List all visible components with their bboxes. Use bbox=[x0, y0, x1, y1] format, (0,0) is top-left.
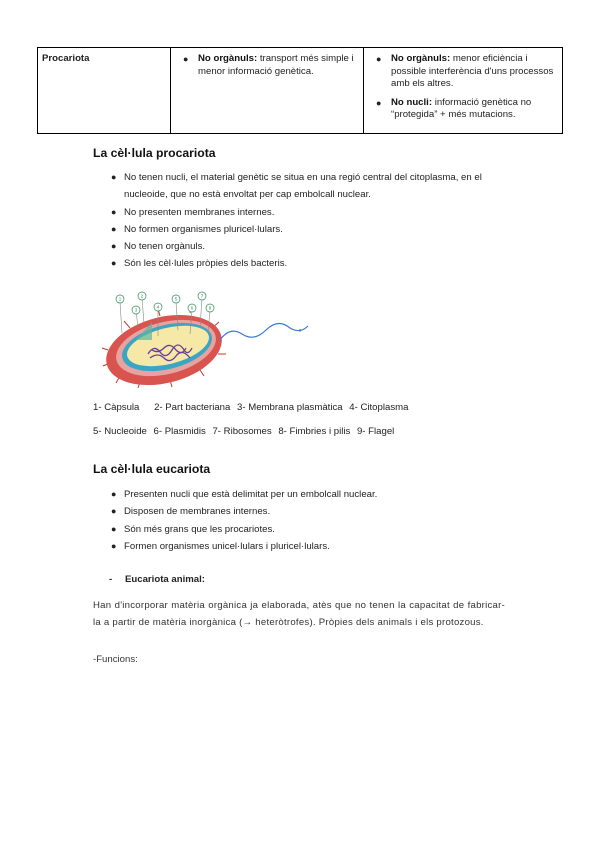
list-item: ● Formen organismes unicel·lulars i pluricel·lulars. bbox=[111, 538, 511, 555]
callout-number: 2 bbox=[140, 293, 144, 299]
bullet-icon: ● bbox=[111, 506, 117, 517]
legend-item: 2- Part bacteriana bbox=[154, 402, 231, 413]
dash-marker: - bbox=[109, 574, 113, 585]
bullet-icon: ● bbox=[111, 489, 117, 499]
callouts bbox=[116, 292, 214, 314]
list-item: ● No presenten membranes internes. bbox=[111, 204, 511, 221]
legend-line-1 bbox=[93, 402, 412, 413]
bullet-icon: ● bbox=[111, 206, 117, 217]
table-bullet: ● No orgànuls: transport més simple i menor informació genètica. bbox=[183, 53, 354, 77]
bullet-icon: ● bbox=[111, 540, 117, 551]
callout-number: 9 bbox=[298, 328, 302, 333]
eucariota-animal-paragraph: Han d'incorporar matèria orgànica ja elaborada, atès que no tenen la capacitat de fabricar-la a partir de matèria inorgànica (→ heteròtrofes). Pròpies dels animals i els protozous. bbox=[93, 600, 505, 629]
procariota-list bbox=[111, 169, 511, 273]
table-cell-disadvantages bbox=[364, 48, 563, 134]
comparison-table bbox=[37, 47, 563, 134]
bullet-icon: ● bbox=[111, 223, 117, 234]
bullet-icon: ● bbox=[376, 97, 382, 108]
legend-item: 6- Plasmidis bbox=[153, 426, 206, 437]
callout-number: 3 bbox=[134, 307, 138, 313]
list-item: ● Són les cèl·lules pròpies dels bacteris. bbox=[111, 255, 511, 272]
legend-item: 1- Càpsula bbox=[93, 402, 140, 413]
bullet-icon: ● bbox=[111, 523, 117, 534]
legend-item: 5- Nucleoide bbox=[93, 426, 147, 437]
list-item: ● No tenen orgànuls. bbox=[111, 238, 511, 255]
list-item: ● No formen organismes pluricel·lulars. bbox=[111, 221, 511, 238]
legend-line-2 bbox=[93, 426, 398, 437]
legend-item: 3- Membrana plasmàtica bbox=[237, 402, 343, 413]
bullet-icon: ● bbox=[111, 258, 117, 269]
list-item: ● No tenen nucli, el material genètic se situa en una regió central del citoplasma, en el nucleoide, que no està envoltat per cap embolcall nuclear. bbox=[111, 169, 511, 204]
legend-item: 8- Fimbries i pilis bbox=[278, 426, 351, 437]
functions-label: -Funcions: bbox=[93, 654, 138, 665]
callout-number: 8 bbox=[208, 305, 212, 311]
callout-number: 6 bbox=[190, 305, 194, 311]
bullet-icon: ● bbox=[111, 172, 117, 182]
table-row-label: Procariota bbox=[38, 48, 171, 134]
list-item: ● Són més grans que les procariotes. bbox=[111, 521, 511, 538]
table-bullet: ● No orgànuls: menor eficiència i possible interferència d'uns processos amb els altres. bbox=[376, 53, 554, 89]
callout-number: 4 bbox=[156, 304, 160, 310]
table-bullet: ● No nucli: informació genètica no “protegida” + més mutacions. bbox=[376, 96, 532, 120]
procariota-heading: La cèl·lula procariota bbox=[93, 146, 216, 160]
bullet-icon: ● bbox=[183, 54, 189, 64]
legend-item: 7- Ribosomes bbox=[212, 426, 272, 437]
legend-item: 9- Flagel bbox=[356, 426, 395, 437]
flagellum bbox=[220, 323, 308, 340]
table-cell-advantages bbox=[171, 48, 364, 134]
list-item: ● Presenten nucli que està delimitat per un embolcall nuclear. bbox=[111, 486, 511, 503]
callout-number: 1 bbox=[118, 296, 122, 302]
eucariota-heading: La cèl·lula eucariota bbox=[93, 462, 211, 476]
eucariota-list bbox=[111, 486, 511, 555]
bullet-icon: ● bbox=[111, 241, 117, 252]
callout-number: 7 bbox=[200, 293, 204, 299]
eucariota-animal-subheading: - Eucariota animal: bbox=[109, 574, 205, 585]
bullet-icon: ● bbox=[376, 54, 382, 64]
callout-number: 5 bbox=[174, 296, 178, 302]
list-item: ● Disposen de membranes internes. bbox=[111, 503, 511, 520]
prokaryote-diagram bbox=[100, 288, 340, 388]
legend-item: 4- Citoplasma bbox=[349, 402, 409, 413]
